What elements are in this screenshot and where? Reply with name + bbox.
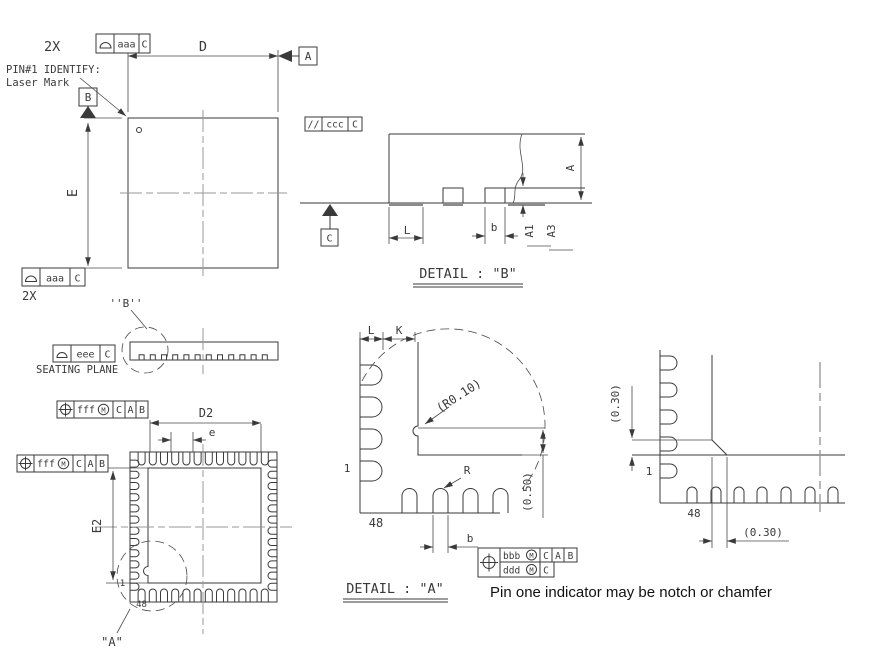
mmc-modifier-letter: M	[101, 406, 106, 415]
fcf-aaa-top-count: 2X	[44, 39, 61, 55]
fcf-aaa-bottom-count: 2X	[22, 289, 37, 303]
fcf-bbb-datum-b: B	[567, 551, 574, 562]
datum-b	[79, 88, 97, 118]
fcf-profile-aaa-top	[44, 34, 150, 55]
pin1-identify-line2: Laser Mark	[6, 77, 70, 89]
pin1-identify-line1: PIN#1 IDENTIFY:	[6, 64, 101, 76]
fcf-position-fff-top	[57, 401, 148, 418]
bottom-view-terminals-right	[268, 460, 277, 590]
datum-triangle-b-icon	[80, 106, 96, 118]
fcf-profile-eee	[53, 345, 115, 362]
fcf-ccc-tol: ccc	[326, 119, 344, 131]
pin1-number: 1	[645, 465, 653, 478]
r-leader	[444, 478, 461, 488]
fcf-ddd-tol: ddd	[503, 565, 521, 577]
bottom-view	[17, 401, 292, 649]
fcf-eee-tol: eee	[76, 349, 95, 361]
detail-a-title-text: DETAIL : "A"	[346, 581, 444, 597]
side-view-seating	[36, 297, 278, 376]
top-view	[6, 34, 320, 303]
pin48-number: 48	[368, 516, 384, 530]
dim-label-d2: D2	[198, 406, 214, 420]
pin1-mark-dot	[137, 128, 142, 133]
fcf-parallelism-ccc	[305, 117, 362, 131]
detail-a-boundary-arc	[362, 329, 545, 489]
detail-a-terminals-bottom	[402, 489, 508, 514]
pin1-identify-note	[6, 64, 126, 116]
fcf-position-fff-left	[17, 455, 108, 472]
fcf-eee-datum: C	[104, 349, 111, 361]
chamfer-detail-terminals-left	[660, 356, 677, 478]
pin48-number: 48	[687, 507, 701, 520]
fcf-fff2-datum-b: B	[98, 459, 106, 470]
parallelism-icon: //	[307, 119, 320, 131]
profile-surface-icon	[57, 353, 67, 358]
dim-label-l: L	[403, 224, 411, 237]
fcf-bbb-datum-a: A	[555, 551, 561, 562]
fcf-bbb-tol: bbb	[503, 551, 521, 562]
dim-label-050: (0.50)	[521, 472, 534, 512]
position-symbol-icon	[59, 403, 73, 417]
pin1-number: 1	[343, 462, 351, 475]
detail-b-leader	[131, 310, 147, 329]
exposed-pad	[144, 468, 262, 583]
exposed-pad-chamfer	[712, 355, 727, 455]
fcf-aaa-top-tol: aaa	[117, 39, 136, 51]
dim-label-r010: (R0.10)	[433, 376, 484, 416]
detail-a-leader	[117, 609, 130, 633]
mmc-modifier-letter: M	[529, 566, 534, 575]
dim-label-a3: A3	[545, 224, 558, 238]
fcf-bbb-datum-c: C	[543, 551, 549, 562]
datum-box-c: C	[326, 233, 333, 245]
fcf-aaa-bottom-tol: aaa	[45, 273, 65, 285]
pin48-number: 48	[136, 600, 147, 610]
fcf-fff-datum-b: B	[138, 405, 146, 416]
dim-label-a1: A1	[523, 224, 536, 238]
detail-b-circle	[122, 327, 168, 373]
fcf-fff-datum-c: C	[115, 405, 123, 416]
detail-b-ref-label: ''B''	[109, 297, 143, 310]
dim-label-030-bottom: (0.30)	[743, 526, 783, 539]
bottom-view-terminals-left	[130, 460, 139, 590]
datum-a	[278, 47, 317, 65]
seating-plane-label: SEATING PLANE	[36, 364, 119, 376]
mmc-modifier-letter: M	[529, 551, 534, 560]
terminal-section	[485, 188, 505, 203]
dim-label-d: D	[198, 39, 208, 55]
break-line	[513, 134, 523, 203]
detail-a-terminals-left	[360, 365, 382, 481]
detail-a-ref-label: "A"	[101, 635, 123, 649]
fcf-fff2-tol: fff	[37, 459, 56, 470]
datum-triangle-a-icon	[278, 50, 292, 62]
fcf-fff-tol: fff	[77, 405, 96, 416]
dim-label-b2: b	[466, 532, 474, 545]
dim-label-b: b	[490, 221, 498, 234]
profile-surface-icon	[26, 276, 37, 282]
dim-label-e2: E2	[90, 518, 104, 534]
fcf-ddd-datum-c: C	[543, 565, 549, 577]
fcf-fff2-datum-a: A	[87, 459, 94, 470]
detail-a-circle	[117, 541, 187, 611]
mmc-modifier-letter: M	[61, 460, 66, 469]
dim-label-a: A	[564, 164, 577, 172]
detail-a-view	[343, 324, 577, 602]
fcf-profile-aaa-bottom	[22, 268, 85, 303]
chamfer-detail-view	[609, 350, 845, 548]
pin1-number: 1	[119, 579, 126, 589]
fcf-ccc-datum: C	[352, 119, 358, 131]
datum-c	[321, 204, 338, 246]
detail-b-title	[413, 266, 523, 287]
fcf-aaa-bottom-datum: C	[74, 273, 81, 285]
dim-label-e-pitch: e	[208, 426, 216, 439]
exposed-pad-corner-notch	[413, 342, 522, 455]
chamfer-detail-terminals-bottom	[687, 487, 838, 503]
datum-box-a: A	[304, 50, 312, 63]
position-symbol-icon	[480, 554, 498, 572]
profile-surface-icon	[100, 43, 111, 49]
fcf-fff-datum-a: A	[127, 405, 134, 416]
detail-b-title-text: DETAIL : "B"	[419, 266, 517, 282]
datum-triangle-c-icon	[322, 204, 338, 216]
position-symbol-icon	[19, 457, 33, 471]
detail-a-title	[343, 581, 448, 602]
dim-label-k: K	[395, 324, 403, 337]
dim-label-030-left: (0.30)	[609, 384, 622, 424]
fcf-position-bbb-ddd	[478, 548, 577, 577]
dim-label-e-height: E	[65, 188, 81, 198]
pin-one-indicator-note: Pin one indicator may be notch or chamfer	[490, 584, 772, 601]
dim-label-r: R	[463, 464, 471, 477]
detail-b-view	[300, 117, 592, 287]
dim-label-l2: L	[367, 324, 375, 337]
terminal-section	[443, 188, 463, 203]
fcf-fff2-datum-c: C	[75, 459, 83, 470]
datum-box-b: B	[84, 91, 92, 104]
fcf-aaa-top-datum: C	[141, 39, 148, 51]
